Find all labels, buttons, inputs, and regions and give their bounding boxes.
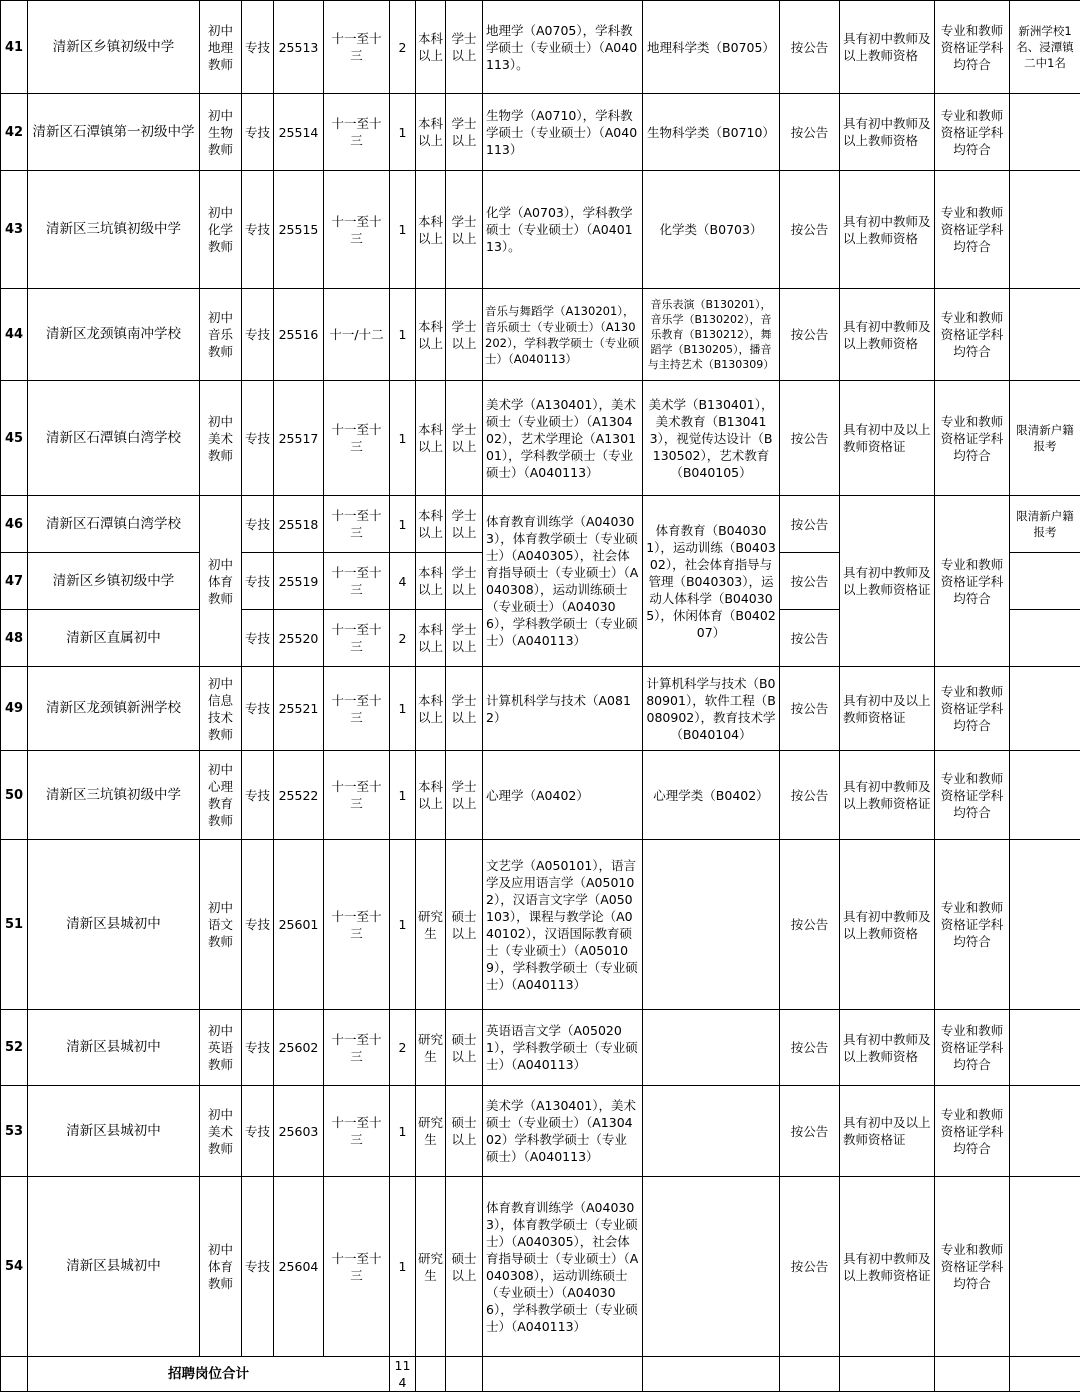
headcount: 1 [390, 1177, 416, 1357]
table-row [1, 289, 1080, 381]
table-row [1, 496, 1080, 553]
other-requirements: 按公告 [780, 289, 840, 381]
table-row [1, 1177, 1080, 1357]
unit-name: 清新区县城初中 [28, 1010, 200, 1086]
certificate-requirement: 专业和教师资格证学科均符合 [935, 667, 1010, 751]
education: 本科以上 [416, 553, 446, 610]
row-number: 46 [1, 496, 28, 553]
table-row [1, 1, 1080, 94]
position-name: 初中心理教育教师 [200, 751, 242, 840]
remark: 限清新户籍报考 [1010, 496, 1080, 553]
headcount: 1 [390, 667, 416, 751]
graduate-major: 文艺学（A050101），语言学及应用语言学（A050102），汉语言文字学（A050103），课程与教学论（A040102），汉语国际教育硕士（专业硕士）（A050109），学科教学硕士（专业硕士）（A040113） [483, 840, 643, 1010]
other-requirements: 按公告 [780, 1, 840, 94]
graduate-major: 音乐与舞蹈学（A130201），音乐硕士（专业硕士）（A130202），学科教学硕士（专业硕士）（A040113） [483, 289, 643, 381]
position-type: 专技 [242, 553, 274, 610]
education: 本科以上 [416, 289, 446, 381]
headcount: 2 [390, 1010, 416, 1086]
table-row [1, 94, 1080, 171]
other-requirements: 按公告 [780, 171, 840, 289]
total-empty-cell [1, 1357, 28, 1392]
degree: 学士以上 [446, 94, 483, 171]
position-name: 初中音乐教师 [200, 289, 242, 381]
degree: 学士以上 [446, 610, 483, 667]
undergraduate-major [643, 1010, 780, 1086]
graduate-major: 美术学（A130401），美术硕士（专业硕士）（A130402），艺术学理论（A130101），学科教学硕士（专业硕士）（A040113） [483, 381, 643, 496]
undergraduate-major: 音乐表演（B130201），音乐学（B130202），音乐教育（B130212），舞蹈学（B130205），播音与主持艺术（B130309） [643, 289, 780, 381]
remark [1010, 1177, 1080, 1357]
total-empty-cell [483, 1357, 643, 1392]
position-code: 25520 [274, 610, 324, 667]
remark [1010, 751, 1080, 840]
grade-level: 十一至十三 [324, 1086, 390, 1177]
degree: 硕士以上 [446, 1086, 483, 1177]
undergraduate-major [643, 1177, 780, 1357]
position-type: 专技 [242, 610, 274, 667]
certificate-requirement: 专业和教师资格证学科均符合 [935, 171, 1010, 289]
total-row [1, 1357, 1080, 1392]
row-number: 49 [1, 667, 28, 751]
undergraduate-major: 生物科学类（B0710） [643, 94, 780, 171]
remark [1010, 1010, 1080, 1086]
total-empty-cell [1010, 1357, 1080, 1392]
teacher-qualification: 具有初中及以上教师资格证 [840, 1086, 935, 1177]
degree: 硕士以上 [446, 1010, 483, 1086]
degree: 学士以上 [446, 1, 483, 94]
position-name: 初中地理教师 [200, 1, 242, 94]
undergraduate-major: 美术学（B130401），美术教育（B130413），视觉传达设计（B130502），艺术教育（B040105） [643, 381, 780, 496]
degree: 学士以上 [446, 667, 483, 751]
position-code: 25518 [274, 496, 324, 553]
education: 研究生 [416, 1086, 446, 1177]
degree: 学士以上 [446, 381, 483, 496]
grade-level: 十一至十三 [324, 94, 390, 171]
other-requirements: 按公告 [780, 1010, 840, 1086]
degree: 学士以上 [446, 289, 483, 381]
certificate-requirement: 专业和教师资格证学科均符合 [935, 1010, 1010, 1086]
other-requirements: 按公告 [780, 610, 840, 667]
graduate-major: 英语语言文学（A050201），学科教学硕士（专业硕士）（A040113） [483, 1010, 643, 1086]
headcount: 1 [390, 171, 416, 289]
degree: 硕士以上 [446, 840, 483, 1010]
graduate-major: 地理学（A0705），学科教学硕士（专业硕士）（A040113）。 [483, 1, 643, 94]
remark [1010, 171, 1080, 289]
other-requirements: 按公告 [780, 496, 840, 553]
degree: 硕士以上 [446, 1177, 483, 1357]
total-empty-cell [643, 1357, 780, 1392]
grade-level: 十一至十三 [324, 610, 390, 667]
remark [1010, 94, 1080, 171]
other-requirements: 按公告 [780, 840, 840, 1010]
graduate-major: 体育教育训练学（A040303），体育教学硕士（专业硕士）（A040305），社会体育指导硕士（专业硕士）（A040308），运动训练硕士（专业硕士）（A040306），学科教学硕士（专业硕士）（A040113） [483, 1177, 643, 1357]
table-row [1, 751, 1080, 840]
unit-name: 清新区乡镇初级中学 [28, 1, 200, 94]
certificate-requirement: 专业和教师资格证学科均符合 [935, 381, 1010, 496]
grade-level: 十一至十三 [324, 751, 390, 840]
certificate-requirement: 专业和教师资格证学科均符合 [935, 1, 1010, 94]
unit-name: 清新区县城初中 [28, 1086, 200, 1177]
grade-level: 十一至十三 [324, 553, 390, 610]
education: 本科以上 [416, 667, 446, 751]
headcount: 2 [390, 610, 416, 667]
headcount: 1 [390, 1086, 416, 1177]
position-code: 25603 [274, 1086, 324, 1177]
total-empty-cell [416, 1357, 446, 1392]
degree: 学士以上 [446, 553, 483, 610]
teacher-qualification: 具有初中教师及以上教师资格 [840, 289, 935, 381]
other-requirements: 按公告 [780, 381, 840, 496]
position-name: 初中美术教师 [200, 381, 242, 496]
undergraduate-major: 化学类（B0703） [643, 171, 780, 289]
headcount: 1 [390, 496, 416, 553]
total-label: 招聘岗位合计 [28, 1357, 390, 1392]
position-type: 专技 [242, 94, 274, 171]
certificate-requirement: 专业和教师资格证学科均符合 [935, 1086, 1010, 1177]
table-row [1, 840, 1080, 1010]
other-requirements: 按公告 [780, 1086, 840, 1177]
education: 研究生 [416, 840, 446, 1010]
position-code: 25601 [274, 840, 324, 1010]
position-type: 专技 [242, 667, 274, 751]
row-number: 50 [1, 751, 28, 840]
education: 本科以上 [416, 610, 446, 667]
grade-level: 十一/十二 [324, 289, 390, 381]
teacher-qualification: 具有初中教师及以上教师资格证 [840, 751, 935, 840]
position-code: 25514 [274, 94, 324, 171]
table-row [1, 1010, 1080, 1086]
other-requirements: 按公告 [780, 667, 840, 751]
other-requirements: 按公告 [780, 553, 840, 610]
position-code: 25519 [274, 553, 324, 610]
other-requirements: 按公告 [780, 1177, 840, 1357]
position-code: 25521 [274, 667, 324, 751]
teacher-qualification: 具有初中教师及以上教师资格 [840, 94, 935, 171]
position-name: 初中美术教师 [200, 1086, 242, 1177]
graduate-major: 化学（A0703），学科教学硕士（专业硕士）（A040113）。 [483, 171, 643, 289]
teacher-qualification: 具有初中教师及以上教师资格 [840, 171, 935, 289]
teacher-qualification: 具有初中教师及以上教师资格 [840, 1010, 935, 1086]
position-name: 初中信息技术教师 [200, 667, 242, 751]
graduate-major: 生物学（A0710），学科教学硕士（专业硕士）（A040113） [483, 94, 643, 171]
position-name: 初中体育教师 [200, 496, 242, 667]
certificate-requirement: 专业和教师资格证学科均符合 [935, 496, 1010, 667]
remark [1010, 553, 1080, 610]
graduate-major: 体育教育训练学（A040303），体育教学硕士（专业硕士）（A040305），社会体育指导硕士（专业硕士）（A040308），运动训练硕士（专业硕士）（A040306），学科教学硕士（专业硕士）（A040113） [483, 496, 643, 667]
remark [1010, 610, 1080, 667]
position-code: 25513 [274, 1, 324, 94]
remark [1010, 667, 1080, 751]
certificate-requirement: 专业和教师资格证学科均符合 [935, 1177, 1010, 1357]
table-row [1, 381, 1080, 496]
undergraduate-major: 地理科学类（B0705） [643, 1, 780, 94]
position-type: 专技 [242, 840, 274, 1010]
headcount: 1 [390, 751, 416, 840]
position-type: 专技 [242, 171, 274, 289]
degree: 学士以上 [446, 751, 483, 840]
position-type: 专技 [242, 381, 274, 496]
headcount: 1 [390, 381, 416, 496]
teacher-qualification: 具有初中教师及以上教师资格 [840, 1, 935, 94]
teacher-qualification: 具有初中教师及以上教师资格 [840, 840, 935, 1010]
row-number: 52 [1, 1010, 28, 1086]
position-type: 专技 [242, 289, 274, 381]
undergraduate-major: 计算机科学与技术（B080901），软件工程（B080902），教育技术学（B040104） [643, 667, 780, 751]
education: 研究生 [416, 1177, 446, 1357]
unit-name: 清新区三坑镇初级中学 [28, 751, 200, 840]
row-number: 45 [1, 381, 28, 496]
certificate-requirement: 专业和教师资格证学科均符合 [935, 289, 1010, 381]
teacher-qualification: 具有初中及以上教师资格证 [840, 381, 935, 496]
remark [1010, 289, 1080, 381]
remark [1010, 840, 1080, 1010]
unit-name: 清新区县城初中 [28, 840, 200, 1010]
headcount: 4 [390, 553, 416, 610]
table-row [1, 171, 1080, 289]
teacher-qualification: 具有初中及以上教师资格证 [840, 667, 935, 751]
undergraduate-major [643, 1086, 780, 1177]
position-code: 25515 [274, 171, 324, 289]
position-type: 专技 [242, 1086, 274, 1177]
total-empty-cell [935, 1357, 1010, 1392]
degree: 学士以上 [446, 496, 483, 553]
grade-level: 十一至十三 [324, 171, 390, 289]
unit-name: 清新区石潭镇白湾学校 [28, 381, 200, 496]
position-name: 初中语文教师 [200, 840, 242, 1010]
education: 本科以上 [416, 496, 446, 553]
unit-name: 清新区石潭镇第一初级中学 [28, 94, 200, 171]
unit-name: 清新区直属初中 [28, 610, 200, 667]
position-type: 专技 [242, 496, 274, 553]
position-type: 专技 [242, 1177, 274, 1357]
position-name: 初中生物教师 [200, 94, 242, 171]
headcount: 1 [390, 840, 416, 1010]
education: 研究生 [416, 1010, 446, 1086]
undergraduate-major: 心理学类（B0402） [643, 751, 780, 840]
total-value: 114 [390, 1357, 416, 1392]
unit-name: 清新区三坑镇初级中学 [28, 171, 200, 289]
education: 本科以上 [416, 171, 446, 289]
unit-name: 清新区县城初中 [28, 1177, 200, 1357]
table-row [1, 667, 1080, 751]
row-number: 53 [1, 1086, 28, 1177]
row-number: 44 [1, 289, 28, 381]
grade-level: 十一至十三 [324, 1010, 390, 1086]
position-code: 25517 [274, 381, 324, 496]
certificate-requirement: 专业和教师资格证学科均符合 [935, 94, 1010, 171]
grade-level: 十一至十三 [324, 496, 390, 553]
unit-name: 清新区龙颈镇南冲学校 [28, 289, 200, 381]
education: 本科以上 [416, 381, 446, 496]
undergraduate-major: 体育教育（B040301），运动训练（B040302），社会体育指导与管理（B040303），运动人体科学（B040305），休闲体育（B040207） [643, 496, 780, 667]
table-row [1, 1086, 1080, 1177]
row-number: 41 [1, 1, 28, 94]
unit-name: 清新区龙颈镇新洲学校 [28, 667, 200, 751]
graduate-major: 心理学（A0402） [483, 751, 643, 840]
certificate-requirement: 专业和教师资格证学科均符合 [935, 840, 1010, 1010]
remark: 新洲学校1名、浸潭镇二中1名 [1010, 1, 1080, 94]
education: 本科以上 [416, 751, 446, 840]
row-number: 42 [1, 94, 28, 171]
graduate-major: 计算机科学与技术（A0812） [483, 667, 643, 751]
unit-name: 清新区石潭镇白湾学校 [28, 496, 200, 553]
other-requirements: 按公告 [780, 751, 840, 840]
grade-level: 十一至十三 [324, 1177, 390, 1357]
teacher-qualification: 具有初中教师及以上教师资格证 [840, 496, 935, 667]
position-code: 25516 [274, 289, 324, 381]
position-name: 初中化学教师 [200, 171, 242, 289]
grade-level: 十一至十三 [324, 1, 390, 94]
position-name: 初中体育教师 [200, 1177, 242, 1357]
unit-name: 清新区乡镇初级中学 [28, 553, 200, 610]
other-requirements: 按公告 [780, 94, 840, 171]
position-name: 初中英语教师 [200, 1010, 242, 1086]
degree: 学士以上 [446, 171, 483, 289]
total-empty-cell [446, 1357, 483, 1392]
graduate-major: 美术学（A130401），美术硕士（专业硕士）（A130402）学科教学硕士（专业硕士）（A040113） [483, 1086, 643, 1177]
position-code: 25604 [274, 1177, 324, 1357]
headcount: 2 [390, 1, 416, 94]
undergraduate-major [643, 840, 780, 1010]
position-code: 25602 [274, 1010, 324, 1086]
grade-level: 十一至十三 [324, 381, 390, 496]
grade-level: 十一至十三 [324, 840, 390, 1010]
row-number: 48 [1, 610, 28, 667]
certificate-requirement: 专业和教师资格证学科均符合 [935, 751, 1010, 840]
remark: 限清新户籍报考 [1010, 381, 1080, 496]
position-type: 专技 [242, 1010, 274, 1086]
total-empty-cell [780, 1357, 840, 1392]
teacher-qualification: 具有初中教师及以上教师资格证 [840, 1177, 935, 1357]
row-number: 47 [1, 553, 28, 610]
position-type: 专技 [242, 751, 274, 840]
row-number: 43 [1, 171, 28, 289]
grade-level: 十一至十三 [324, 667, 390, 751]
row-number: 54 [1, 1177, 28, 1357]
education: 本科以上 [416, 94, 446, 171]
headcount: 1 [390, 94, 416, 171]
headcount: 1 [390, 289, 416, 381]
total-empty-cell [840, 1357, 935, 1392]
education: 本科以上 [416, 1, 446, 94]
remark [1010, 1086, 1080, 1177]
position-type: 专技 [242, 1, 274, 94]
row-number: 51 [1, 840, 28, 1010]
position-code: 25522 [274, 751, 324, 840]
